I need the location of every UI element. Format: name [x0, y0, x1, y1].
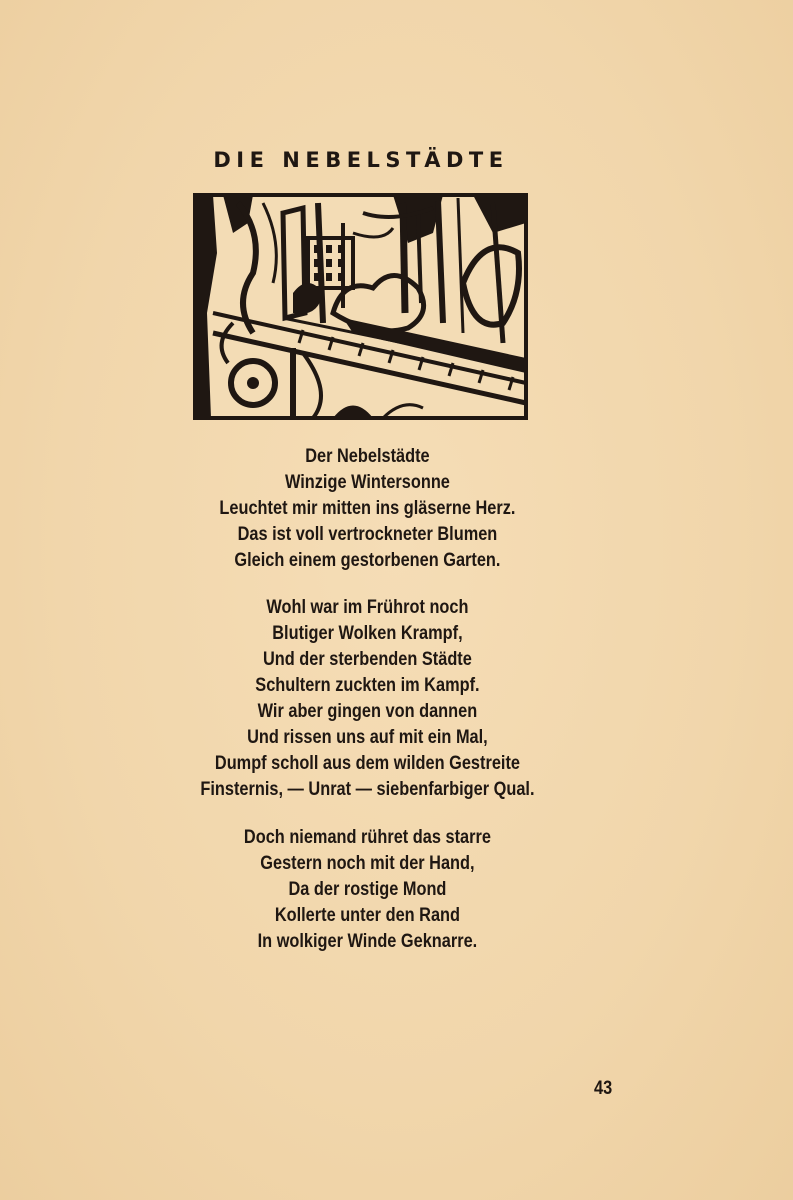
stanza-2 — [51, 595, 683, 803]
verse-line: Wohl war im Frührot noch — [266, 597, 469, 618]
verse-line: Da der rostige Mond — [288, 879, 447, 900]
verse-line: Und rissen uns auf mit ein Mal, — [247, 727, 488, 748]
verse-line: Blutiger Wolken Krampf, — [272, 623, 463, 644]
verse-line: Kollerte unter den Rand — [274, 905, 461, 926]
woodcut-city-illustration-icon — [193, 193, 528, 420]
verse-line: Und der sterbenden Städte — [263, 649, 472, 670]
verse-line: Leuchtet mir mitten ins gläserne Herz. — [219, 498, 516, 519]
verse-line: Gleich einem gestorbenen Garten. — [234, 550, 501, 571]
verse-line: Dumpf scholl aus dem wilden Gestreite — [214, 753, 520, 774]
stanza-1 — [51, 444, 683, 574]
verse-line: Das ist voll vertrockneter Blumen — [237, 524, 498, 545]
verse-line: Doch niemand rühret das starre — [243, 827, 491, 848]
poem-title: DIE NEBELSTÄDTE — [213, 148, 509, 172]
stanza-3 — [51, 825, 683, 955]
verse-line: Gestern noch mit der Hand, — [260, 853, 475, 874]
verse-line: Schultern zuckten im Kampf. — [255, 675, 480, 696]
verse-line: Der Nebelstädte — [305, 446, 430, 467]
verse-line: Wir aber gingen von dannen — [257, 701, 478, 722]
verse-line: In wolkiger Winde Geknarre. — [257, 931, 478, 952]
verse-line: Winzige Wintersonne — [284, 472, 450, 493]
page-number: 43 — [594, 1078, 613, 1099]
verse-line: Finsternis, — Unrat — siebenfarbiger Qual. — [200, 779, 535, 800]
